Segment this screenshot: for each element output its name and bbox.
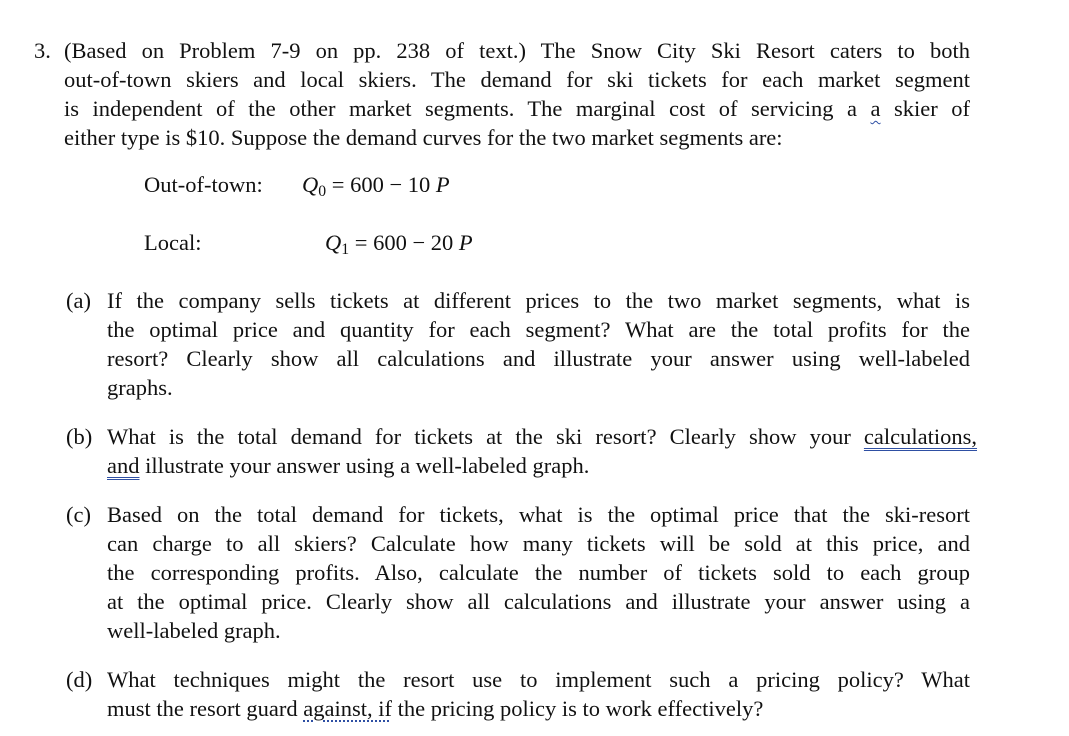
part-a-line-4: graphs. (107, 375, 173, 400)
part-b-line-1 (107, 422, 977, 451)
intro-line-2: out-of-town skiers and local skiers. The demand for ski tickets for each market segment (64, 67, 970, 92)
intro-line-3-rest: skier of (894, 96, 971, 121)
part-a-line-2: the optimal price and quantity for each segment? What are the total profits for the (107, 317, 970, 342)
intro-line-1: (Based on Problem 7-9 on pp. 238 of text.) The Snow City Ski Resort caters to both (64, 38, 970, 63)
eq1-sub: 1 (341, 240, 350, 258)
part-c-line-1: Based on the total demand for tickets, what is the optimal price that the ski-resort (107, 502, 970, 527)
part-d-line-1: What techniques might the resort use to implement such a pricing policy? What (107, 667, 970, 692)
part-d-line-2-after: the pricing policy is to work effectively? (391, 696, 764, 721)
part-c-label: (c) (66, 502, 91, 527)
part-a-line-3: resort? Clearly show all calculations and illustrate your answer using well-labeled (107, 346, 970, 371)
intro-line-4: either type is $10. Suppose the demand curves for the two market segments are: (64, 125, 783, 150)
part-b-line-2 (107, 451, 589, 480)
intro-line-3-text: is independent of the other market segments. The marginal cost of servicing a (64, 96, 857, 121)
part-a-label: (a) (66, 288, 91, 313)
eq1-var: Q (325, 230, 342, 255)
part-d-line-2-before: must the resort guard (107, 696, 304, 721)
problem-number: 3. (34, 38, 51, 63)
eq1-rhs: = 600 − 20 (354, 230, 459, 255)
part-b-label: (b) (66, 424, 93, 449)
equation-local-label: Local: (144, 230, 202, 255)
part-c-line-3: the corresponding profits. Also, calculate the number of tickets sold to each group (107, 560, 970, 585)
part-d-line-2 (107, 694, 763, 723)
part-c-line-2: can charge to all skiers? Calculate how many tickets will be sold at this price, and (107, 531, 970, 556)
grammar-marked-calculations: calculations, (863, 424, 978, 449)
part-b-line-1-text: What is the total demand for tickets at the ski resort? Clearly show your (107, 424, 851, 449)
equation-local (325, 228, 473, 257)
equation-out-of-town-label: Out-of-town: (144, 172, 263, 197)
eq0-var: Q (302, 172, 319, 197)
spell-marked-word: a (870, 96, 881, 121)
part-c-line-4: at the optimal price. Clearly show all calculations and illustrate your answer using a (107, 589, 970, 614)
intro-line-3 (64, 94, 970, 123)
eq1-rhs-var: P (458, 230, 473, 255)
part-a-line-1: If the company sells tickets at different prices to the two market segments, what is (107, 288, 970, 313)
eq0-rhs: = 600 − 10 (331, 172, 436, 197)
eq0-rhs-var: P (435, 172, 450, 197)
eq0-sub: 0 (318, 182, 327, 200)
part-d-label: (d) (66, 667, 93, 692)
grammar-marked-against-if: against, if (303, 696, 392, 721)
equation-out-of-town (302, 170, 450, 199)
part-b-line-2-text: illustrate your answer using a well-labeled graph. (139, 453, 590, 478)
grammar-marked-and: and (107, 453, 140, 478)
part-c-line-5: well-labeled graph. (107, 618, 281, 643)
